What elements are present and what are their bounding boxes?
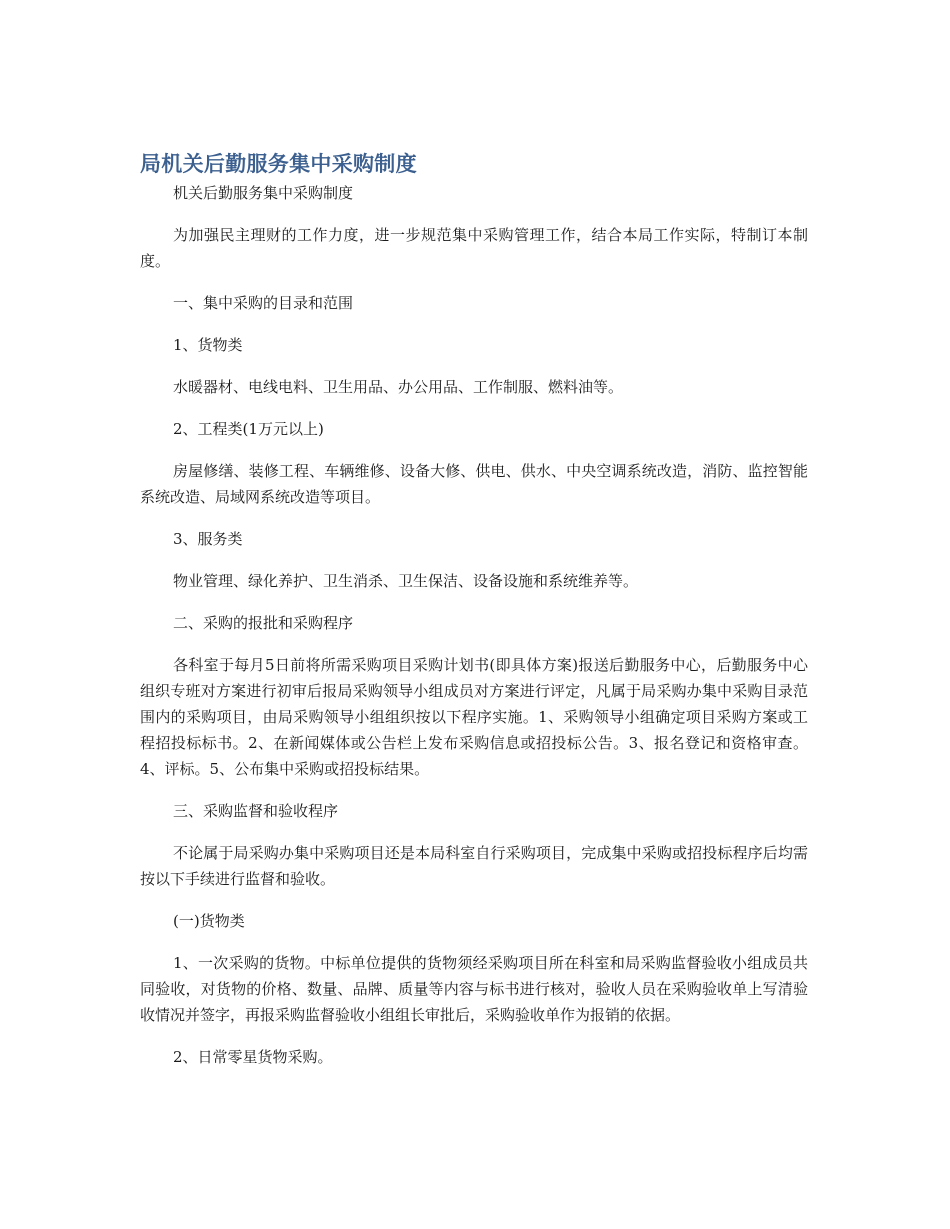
goods-list: 水暖器材、电线电料、卫生用品、办公用品、工作制服、燃料油等。 bbox=[173, 378, 624, 396]
subsection-engineering: 2、工程类(1万元以上) bbox=[173, 420, 324, 438]
intro-paragraph: 为加强民主理财的工作力度，进一步规范集中采购管理工作，结合本局工作实际，特制订本制度。 bbox=[140, 226, 808, 270]
document-title: 局机关后勤服务集中采购制度 bbox=[140, 152, 417, 176]
section-heading-3: 三、采购监督和验收程序 bbox=[173, 802, 339, 820]
engineering-list: 房屋修缮、装修工程、车辆维修、设备大修、供电、供水、中央空调系统改造，消防、监控智能系统改造、局域网系统改造等项目。 bbox=[140, 462, 808, 506]
procedure-paragraph: 各科室于每月5日前将所需采购项目采购计划书(即具体方案)报送后勤服务中心，后勤服务中心组织专班对方案进行初审后报局采购领导小组成员对方案进行评定，凡属于局采购办集中采购目录范围内的采购项目，由局采购领导小组组织按以下程序实施。1、采购领导小组确定项目采购方案或工程招投标标书。2、在新闻媒体或公告栏上发布采购信息或招投标公告。3、报名登记和资格审查。4、评标。5、公布集中采购或招投标结果。 bbox=[140, 656, 808, 778]
section-heading-1: 一、集中采购的目录和范围 bbox=[173, 294, 354, 312]
document-subtitle: 机关后勤服务集中采购制度 bbox=[173, 184, 354, 202]
one-time-goods-paragraph: 1、一次采购的货物。中标单位提供的货物须经采购项目所在科室和局采购监督验收小组成员共同验收，对货物的价格、数量、品牌、质量等内容与标书进行核对，验收人员在采购验收单上写清验收情况并签字，再报采购监督验收小组组长审批后，采购验收单作为报销的依据。 bbox=[140, 954, 808, 1024]
supervision-paragraph: 不论属于局采购办集中采购项目还是本局科室自行采购项目，完成集中采购或招投标程序后均需按以下手续进行监督和验收。 bbox=[140, 844, 808, 888]
document-body bbox=[140, 148, 808, 1070]
daily-goods-paragraph: 2、日常零星货物采购。 bbox=[173, 1048, 333, 1066]
subsection-services: 3、服务类 bbox=[173, 530, 243, 548]
subsection-goods: 1、货物类 bbox=[173, 336, 243, 354]
services-list: 物业管理、绿化养护、卫生消杀、卫生保洁、设备设施和系统维养等。 bbox=[173, 572, 639, 590]
section-heading-2: 二、采购的报批和采购程序 bbox=[173, 614, 354, 632]
subsection-goods-inspection: (一)货物类 bbox=[173, 912, 245, 930]
